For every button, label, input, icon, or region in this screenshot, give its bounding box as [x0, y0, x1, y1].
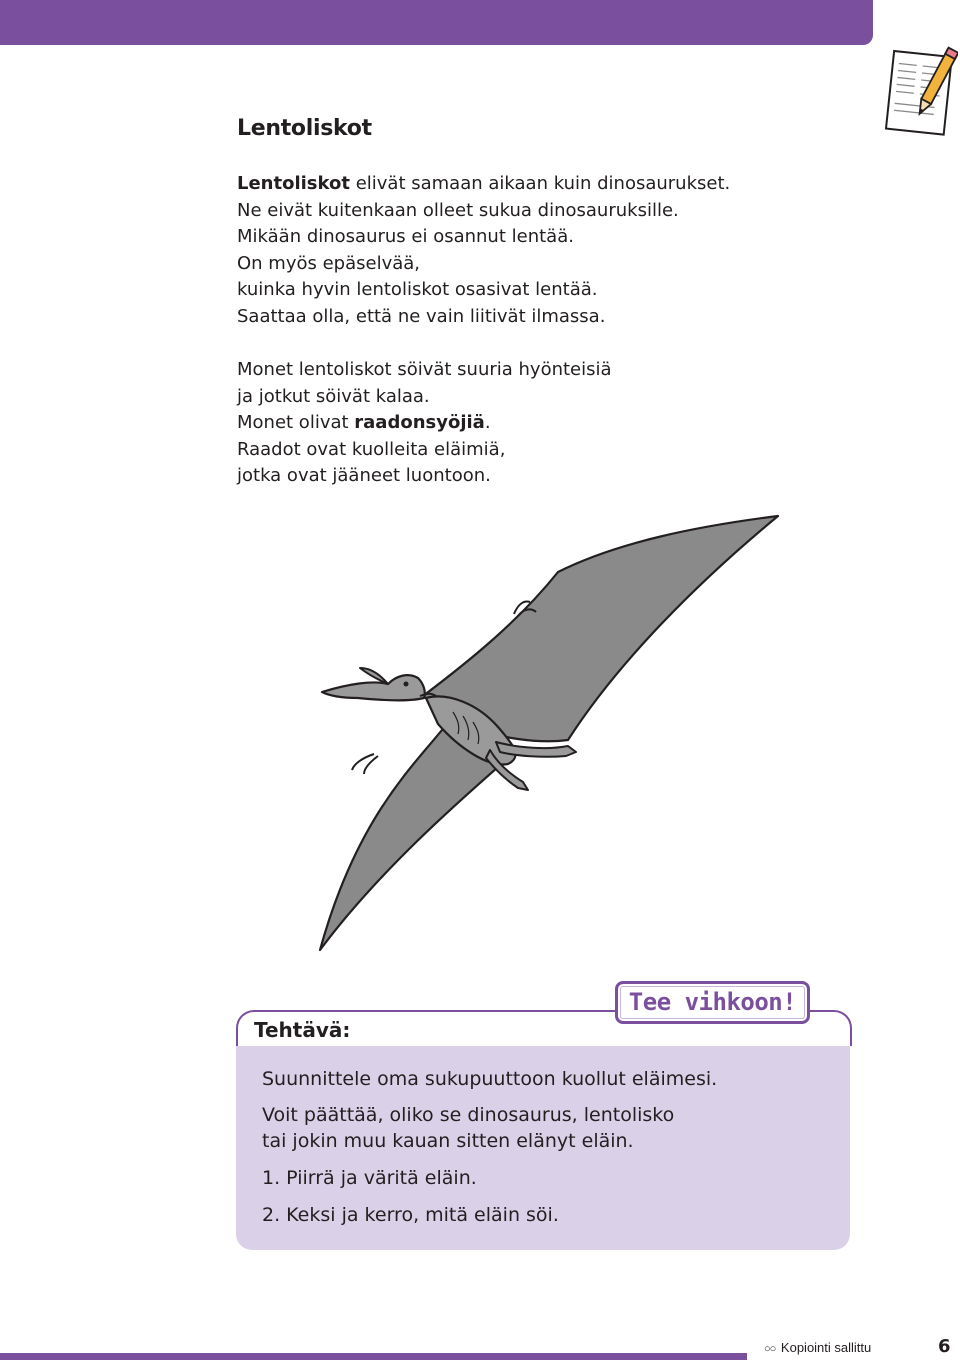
text-line: jotka ovat jääneet luontoon.	[237, 465, 491, 487]
circles-icon: ○○	[764, 1343, 776, 1355]
notebook-stamp: Tee vihkoon!	[615, 981, 810, 1024]
text-line: kuinka hyvin lentoliskot osasivat lentää.	[237, 279, 598, 301]
text-segment: .	[484, 412, 491, 434]
bottom-footer-bar	[0, 1353, 747, 1360]
task-instruction: Suunnittele oma sukupuuttoon kuollut eläimesi.	[262, 1068, 718, 1090]
task-box	[236, 1010, 850, 1250]
diet-paragraph	[237, 357, 612, 490]
text-line	[237, 410, 612, 437]
task-step-2: 2. Keksi ja kerro, mitä eläin söi.	[262, 1204, 559, 1226]
text-line: Voit päättää, oliko se dinosaurus, lentolisko	[262, 1104, 675, 1126]
text-line: Mikään dinosaurus ei osannut lentää.	[237, 226, 574, 248]
text-line: ja jotkut söivät kalaa.	[237, 385, 430, 407]
text-line: Raadot ovat kuolleita eläimiä,	[237, 438, 506, 460]
intro-paragraph	[237, 171, 730, 331]
bold-term: raadonsyöjiä	[354, 412, 485, 434]
text-line: Saattaa olla, että ne vain liitivät ilmassa.	[237, 305, 606, 327]
task-body	[236, 1046, 850, 1250]
copy-notice	[764, 1340, 871, 1355]
text-line: tai jokin muu kauan sitten elänyt eläin.	[262, 1130, 634, 1152]
text-segment: elivät samaan aikaan kuin dinosaurukset.	[349, 173, 731, 194]
text-line: On myös epäselvää,	[237, 252, 421, 274]
text-line: Ne eivät kuitenkaan olleet sukua dinosauruksille.	[237, 199, 679, 221]
task-description	[262, 1102, 674, 1154]
task-label: Tehtävä:	[254, 1018, 351, 1042]
text-line: Monet lentoliskot söivät suuria hyönteisiä	[237, 359, 612, 380]
text-segment: Monet olivat	[237, 412, 355, 434]
page-title: Lentoliskot	[237, 116, 372, 141]
task-step-1: 1. Piirrä ja väritä eläin.	[262, 1167, 477, 1189]
pterosaur-illustration	[318, 512, 788, 962]
page-number: 6	[938, 1336, 951, 1357]
copy-text: Kopiointi sallittu	[780, 1340, 872, 1355]
top-header-bar	[0, 0, 873, 45]
bold-term: Lentoliskot	[237, 173, 350, 194]
notebook-pencil-icon	[884, 44, 958, 140]
text-line	[237, 171, 730, 198]
